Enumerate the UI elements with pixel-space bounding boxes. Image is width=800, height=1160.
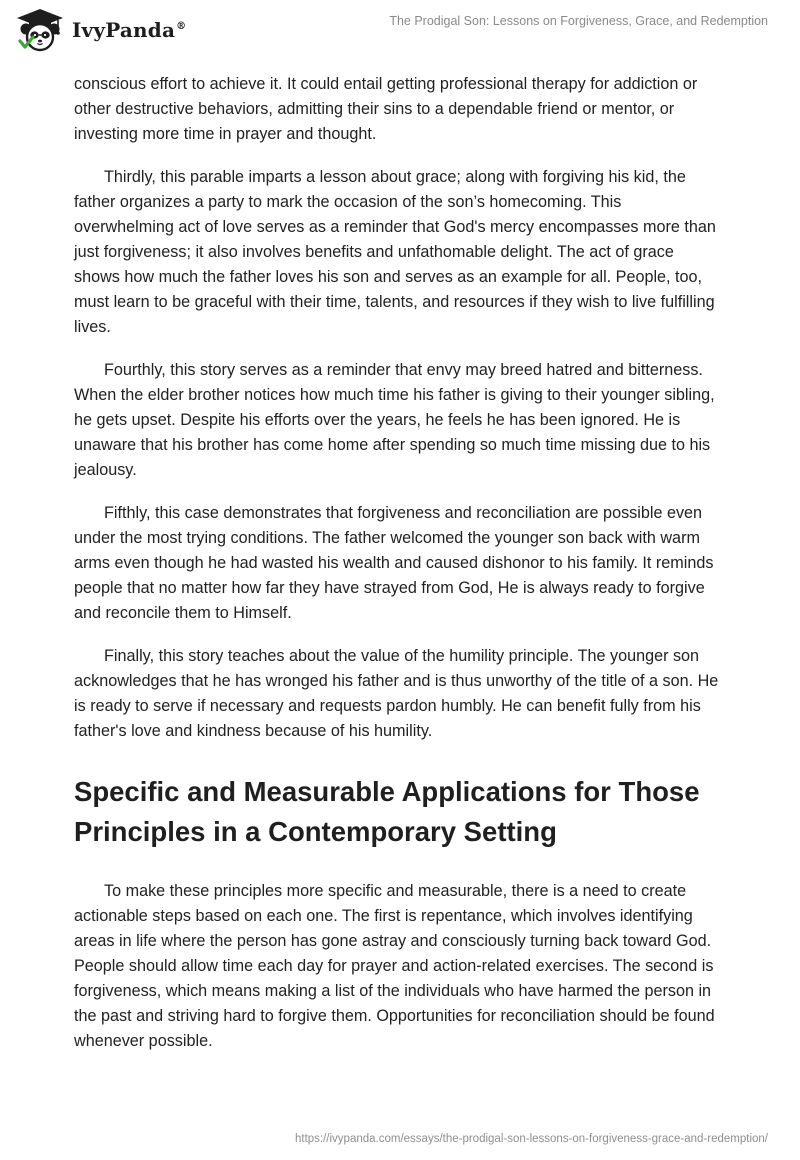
paragraph: Fourthly, this story serves as a reminder that envy may breed hatred and bitterness. When the elder brother notices how much time his father is giving to their younger sibling, he gets upset. Despite his efforts over the years, he feels he has been ignored. He is unaware that his brother has come home after spending so much time missing due to his jealousy. xyxy=(74,361,715,479)
ivypanda-logo[interactable] xyxy=(14,8,186,52)
paragraph: conscious effort to achieve it. It could entail getting professional therapy for addiction or other destructive behaviors, admitting their sins to a dependable friend or mentor, or investing more time in prayer and thought. xyxy=(74,75,698,143)
brand-name: IvyPanda® xyxy=(72,18,187,42)
paragraph: To make these principles more specific and measurable, there is a need to create actionable steps based on each one. The first is repentance, which involves identifying areas in life where the person has gone astray and consciously turning back toward God. People should allow time each day for prayer and action-related exercises. The second is forgiveness, which means making a list of the individuals who have harmed the person in the past and striving hard to forgive them. Opportunities for reconciliation should be found whenever possible. xyxy=(74,882,715,1050)
paragraph: Thirdly, this parable imparts a lesson about grace; along with forgiving his kid, the father organizes a party to mark the occasion of the son’s homecoming. This overwhelming act of love serves as a reminder that God's mercy encompasses more than just forgiveness; it also involves benefits and unfathomable delight. The act of grace shows how much the father loves his son and serves as an example for all. People, too, must learn to be graceful with their time, talents, and resources if they wish to live fulfilling lives. xyxy=(74,168,716,336)
page-header xyxy=(0,0,800,70)
section-heading: Specific and Measurable Applications for Those Principles in a Contemporary Setting xyxy=(74,776,700,847)
document-title: The Prodigal Son: Lessons on Forgiveness, Grace, and Redemption xyxy=(389,14,768,28)
paragraph: Finally, this story teaches about the value of the humility principle. The younger son acknowledges that he has wronged his father and is thus unworthy of the title of a son. He is ready to serve if necessary and requests pardon humbly. He can benefit fully from his father's love and kindness because of his humility. xyxy=(74,647,719,740)
paragraph: Fifthly, this case demonstrates that forgiveness and reconciliation are possible even under the most trying conditions. The father welcomed the younger son back with warm arms even though he had wasted his wealth and caused dishonor to his family. It reminds people that no matter how far they have strayed from God, He is always ready to forgive and reconcile them to Himself. xyxy=(74,504,714,622)
article-body xyxy=(74,72,724,1072)
source-url[interactable]: https://ivypanda.com/essays/the-prodigal-son-lessons-on-forgiveness-grace-and-redemption/ xyxy=(294,1133,768,1145)
panda-graduate-icon xyxy=(14,8,66,52)
